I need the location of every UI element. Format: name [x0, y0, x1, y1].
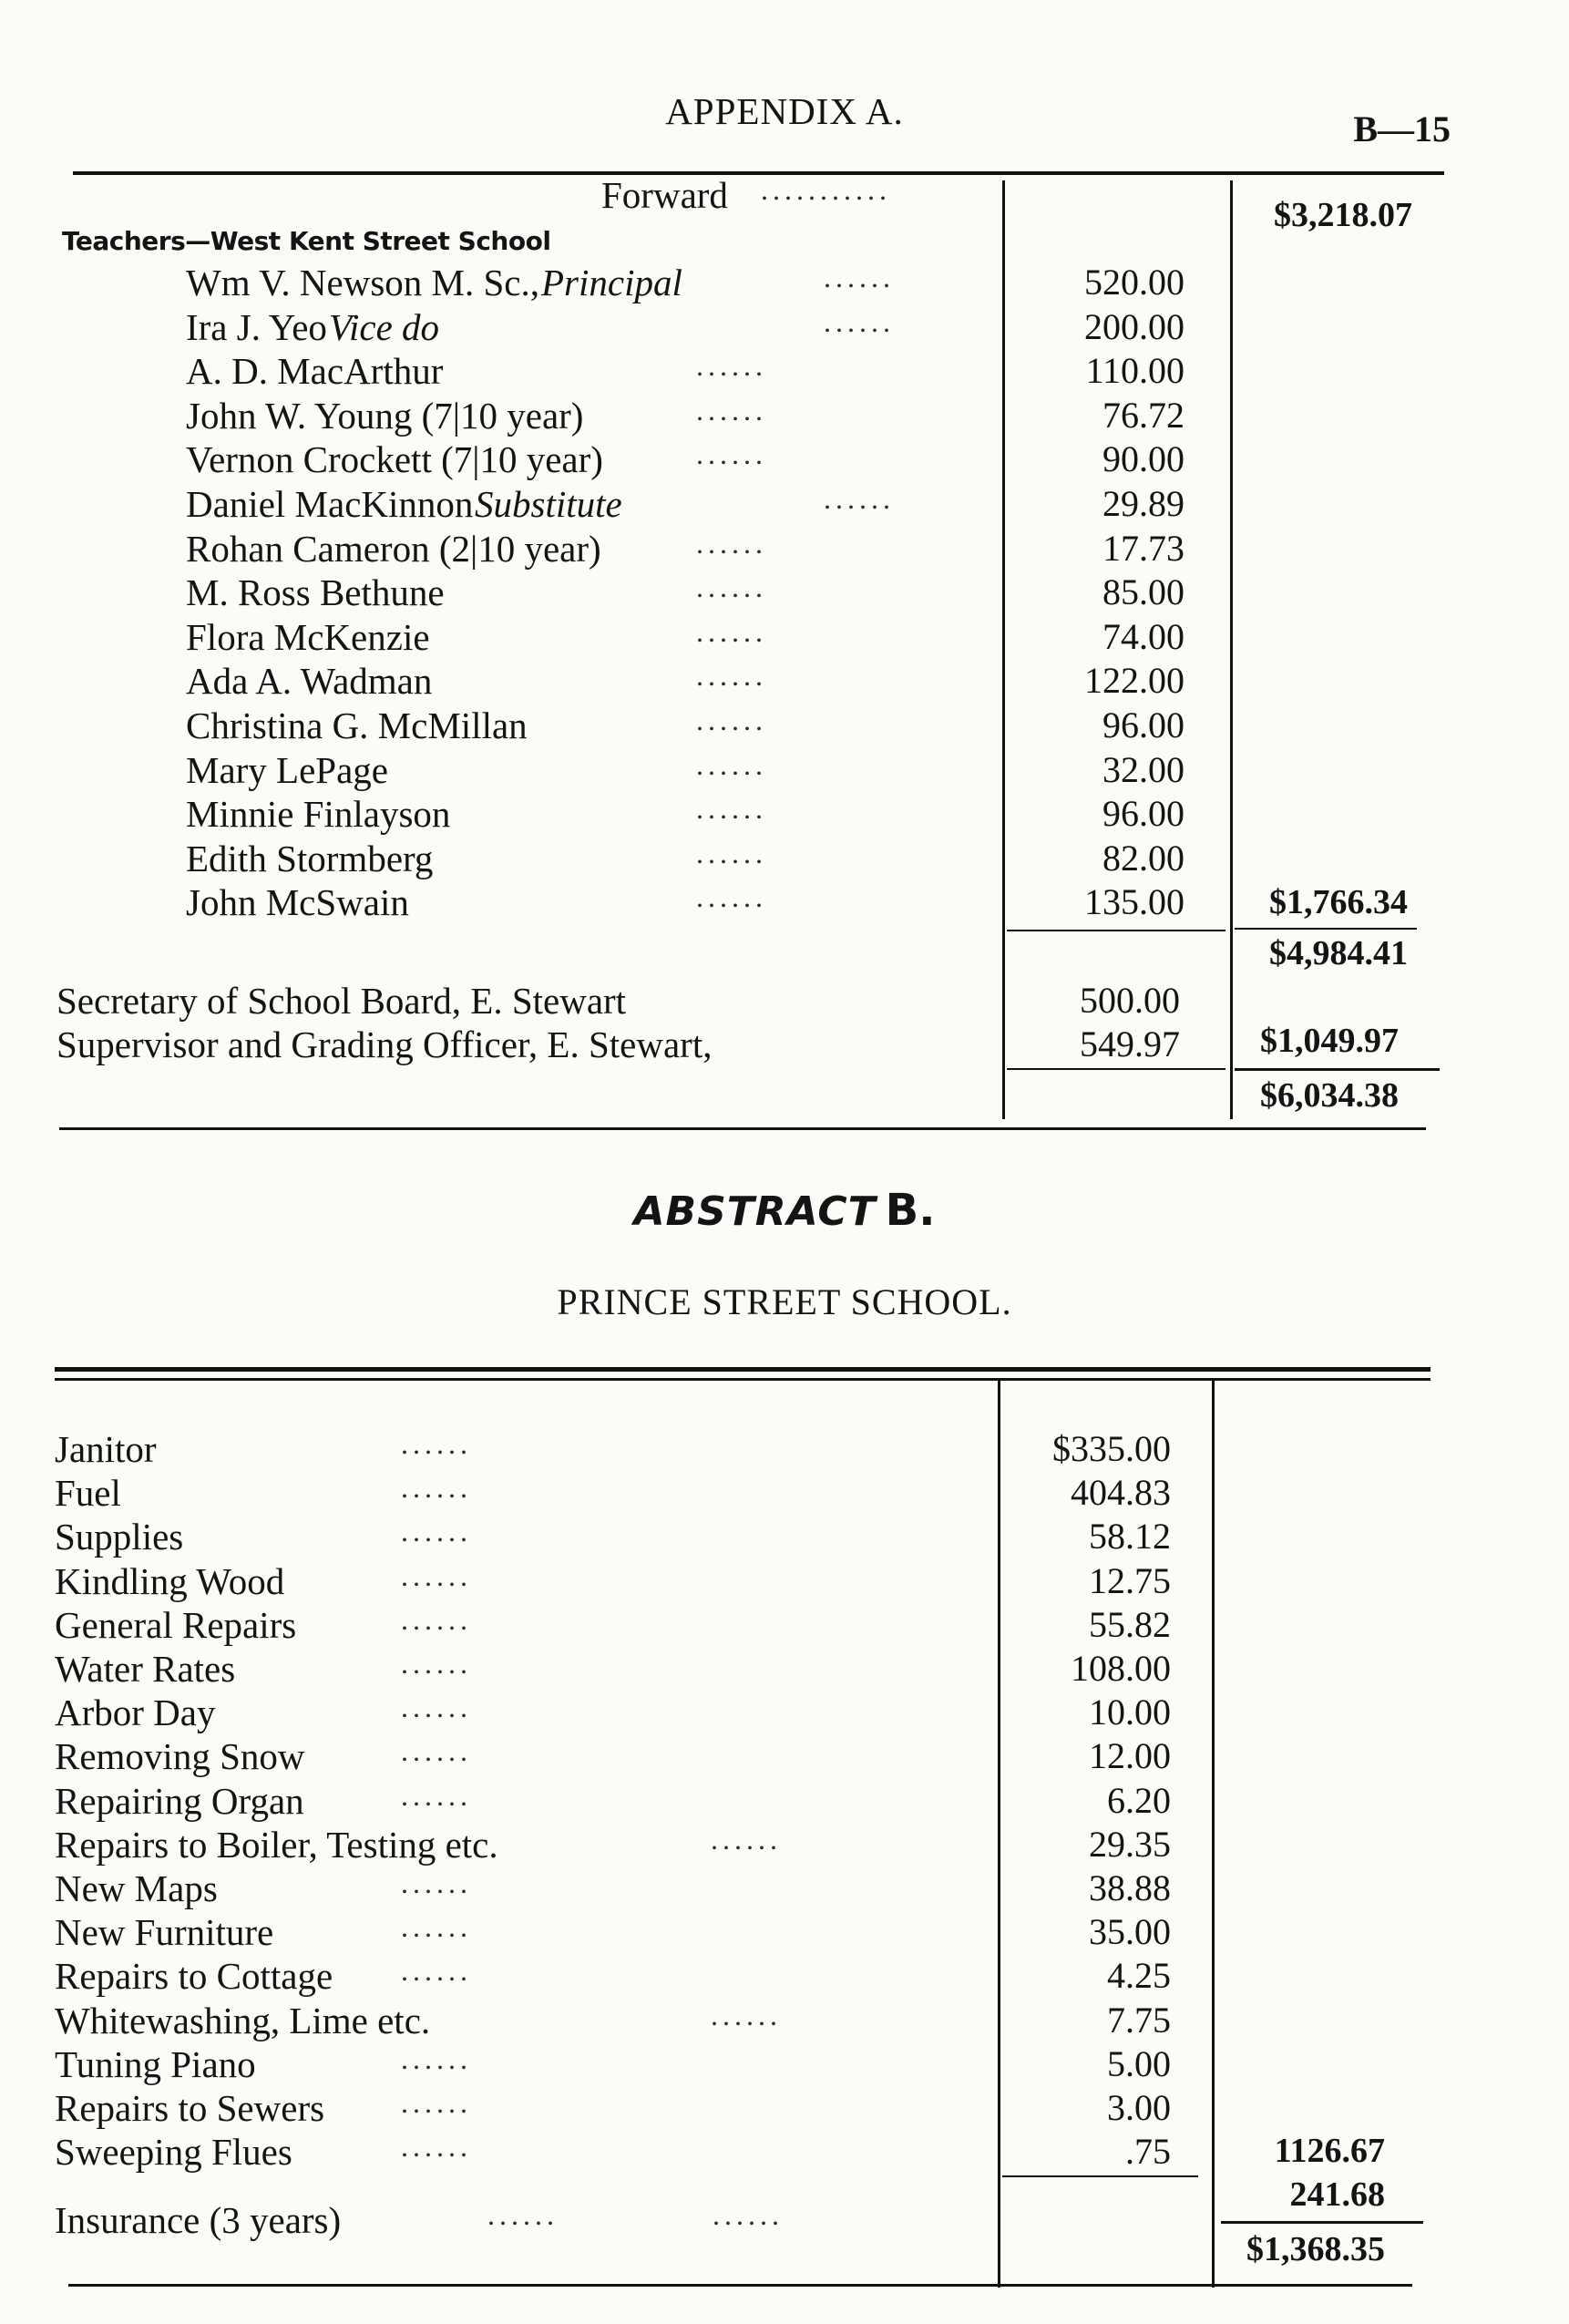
leader-dots: ......	[696, 704, 767, 736]
leader-dots: ......	[401, 1471, 472, 1505]
expense-amount: 404.83	[1071, 1472, 1171, 1514]
table-top-rule-2	[55, 1378, 1431, 1381]
abstract-grand-total-rule	[1221, 2221, 1423, 2224]
leader-dots: ......	[696, 659, 767, 693]
table-top-rule-1	[55, 1367, 1431, 1372]
teacher-amount: 96.00	[1102, 793, 1184, 835]
expense-label: Kindling Wood	[55, 1559, 285, 1602]
expense-amount: 29.35	[1089, 1823, 1171, 1865]
teacher-amount: 85.00	[1102, 571, 1184, 613]
teacher-role: Principal	[541, 262, 682, 303]
teacher-amount: 96.00	[1102, 704, 1184, 746]
running-total: $4,984.41	[1269, 934, 1408, 972]
teacher-row	[186, 437, 988, 481]
teacher-row	[186, 261, 988, 304]
expense-label: Repairing Organ	[55, 1779, 304, 1822]
expense-amount: 35.00	[1089, 1911, 1171, 1953]
teacher-row	[186, 349, 988, 393]
expense-amount: .75	[1125, 2131, 1171, 2173]
expense-amount: 55.82	[1089, 1603, 1171, 1645]
appendix-grand-total: $6,034.38	[1260, 1076, 1399, 1115]
teacher-row	[186, 615, 988, 659]
expense-amount: $335.00	[1052, 1428, 1171, 1469]
teachers-total: $1,766.34	[1269, 883, 1408, 921]
leader-dots: ......	[401, 1910, 472, 1944]
teacher-amount: 520.00	[1084, 262, 1184, 303]
teacher-name: Minnie Finlayson	[186, 793, 451, 836]
officers-rule	[1007, 1068, 1225, 1070]
expense-row	[55, 1823, 984, 1866]
teacher-name: Wm V. Newson M. Sc.,	[186, 262, 539, 303]
leader-dots: ......	[696, 393, 767, 427]
teacher-name: Rohan Cameron (2|10 year)	[186, 527, 601, 570]
teacher-name: Flora McKenzie	[186, 615, 430, 658]
expense-row	[55, 1603, 984, 1647]
teacher-row	[186, 394, 988, 437]
teacher-amount: 29.89	[1102, 483, 1184, 524]
leader-dots: ......	[401, 1691, 472, 1724]
officer-amount: 500.00	[1080, 980, 1180, 1021]
expense-row	[55, 1866, 984, 1910]
expense-row	[55, 1691, 984, 1734]
expense-amount: 10.00	[1089, 1692, 1171, 1733]
teacher-amount: 200.00	[1084, 305, 1184, 347]
teacher-name: John W. Young (7|10 year)	[186, 394, 584, 437]
expense-label: Sweeping Flues	[55, 2131, 292, 2174]
expense-label: Janitor	[55, 1428, 157, 1470]
expense-row	[55, 1559, 984, 1603]
teacher-name: Ira J. Yeo	[186, 305, 327, 348]
items-total: 1126.67	[1274, 2132, 1385, 2170]
column-divider-left	[1002, 180, 1005, 1119]
teacher-amount: 74.00	[1102, 615, 1184, 657]
teacher-amount: 32.00	[1102, 748, 1184, 790]
teacher-amount: 76.72	[1102, 394, 1184, 436]
expense-row	[55, 2086, 984, 2130]
leader-dots: ......	[696, 747, 767, 781]
expense-label: Fuel	[55, 1472, 121, 1515]
leader-dots: ......	[401, 1515, 472, 1548]
leader-dots: ......	[824, 261, 895, 293]
expense-row	[55, 1910, 984, 1954]
teacher-role: Vice do	[329, 305, 440, 348]
insurance-row	[55, 2198, 984, 2242]
teacher-name: Mary LePage	[186, 748, 388, 791]
teacher-name: Ada A. Wadman	[186, 660, 433, 703]
leader-dots: ......	[401, 2086, 472, 2119]
expense-label: New Furniture	[55, 1911, 274, 1954]
abstract-title-letter: B.	[885, 1185, 936, 1236]
leader-dots: ......	[824, 304, 895, 338]
teacher-name: Vernon Crockett (7|10 year)	[186, 438, 603, 481]
leader-dots: ......	[401, 1954, 472, 1988]
teacher-name: Christina G. McMillan	[186, 704, 528, 746]
expense-row	[55, 2042, 984, 2086]
expense-row	[55, 1515, 984, 1558]
leader-dots: ......	[401, 1647, 472, 1680]
leader-dots: ...........	[761, 173, 891, 206]
officer-row	[56, 979, 986, 1023]
expense-label: Repairs to Cottage	[55, 1955, 333, 1998]
expense-amount: 3.00	[1107, 2087, 1171, 2128]
leader-dots: ......	[824, 482, 895, 515]
page-bottom-rule	[68, 2284, 1412, 2287]
leader-dots: ......	[711, 1998, 782, 2031]
expense-amount: 5.00	[1107, 2042, 1171, 2084]
teacher-name: Daniel MacKinnon	[186, 483, 474, 525]
abstract-divider-left	[998, 1381, 1000, 2288]
expense-amount: 58.12	[1089, 1516, 1171, 1558]
running-total-rule	[1235, 928, 1417, 930]
leader-dots: ......	[696, 792, 767, 826]
teacher-name: Edith Stormberg	[186, 837, 434, 879]
leader-dots: ......	[696, 437, 767, 471]
grand-total-rule	[1235, 1068, 1440, 1071]
leader-dots: ...... ......	[487, 2198, 784, 2231]
expense-amount: 4.25	[1107, 1955, 1171, 1997]
teacher-amount: 90.00	[1102, 438, 1184, 480]
expense-label: Repairs to Sewers	[55, 2087, 325, 2129]
expense-label: New Maps	[55, 1867, 218, 1909]
expense-row	[55, 1427, 984, 1471]
leader-dots: ......	[401, 2041, 472, 2075]
teacher-amount: 122.00	[1084, 660, 1184, 702]
expense-label: Supplies	[55, 1516, 184, 1558]
abstract-title	[0, 1183, 1569, 1237]
teacher-row	[186, 837, 988, 880]
expense-amount: 6.20	[1107, 1779, 1171, 1821]
expense-row	[55, 2130, 984, 2174]
leader-dots: ......	[401, 1734, 472, 1768]
officer-amount: 549.97	[1080, 1023, 1180, 1064]
leader-dots: ......	[696, 526, 767, 560]
leader-dots: ......	[696, 614, 767, 648]
teacher-row	[186, 704, 988, 747]
officer-name: Supervisor and Grading Officer, E. Stewart,	[56, 1023, 713, 1065]
leader-dots: ......	[696, 836, 767, 869]
officers-total: $1,049.97	[1260, 1022, 1399, 1060]
abstract-divider-right	[1212, 1381, 1215, 2288]
section-end-rule	[59, 1127, 1426, 1130]
abstract-grand-total: $1,368.35	[1246, 2230, 1385, 2268]
expense-amount: 108.00	[1071, 1648, 1171, 1689]
expense-amount: 38.88	[1089, 1867, 1171, 1908]
expense-row	[55, 1954, 984, 1998]
expense-label: Tuning Piano	[55, 2042, 256, 2085]
forward-label: Forward	[601, 174, 728, 216]
leader-dots: ......	[401, 2130, 472, 2164]
teacher-amount: 110.00	[1085, 350, 1184, 392]
expense-label: Removing Snow	[55, 1735, 305, 1778]
expense-row	[55, 1779, 984, 1823]
teacher-amount: 82.00	[1102, 837, 1184, 879]
school-name: PRINCE STREET SCHOOL.	[557, 1281, 1012, 1322]
page-number: B—15	[1353, 108, 1451, 149]
teacher-row	[186, 527, 988, 571]
teachers-subtotal-rule	[1007, 930, 1225, 931]
teacher-amount: 135.00	[1084, 881, 1184, 923]
officer-row	[56, 1023, 986, 1066]
expense-row	[55, 1647, 984, 1691]
teachers-subheading: Teachers—West Kent Street School	[62, 226, 551, 256]
expense-amount: 12.00	[1089, 1735, 1171, 1777]
teacher-role: Substitute	[475, 483, 622, 525]
expense-label: General Repairs	[55, 1603, 297, 1646]
leader-dots: ......	[711, 1822, 782, 1856]
expense-amount: 7.75	[1107, 1999, 1171, 2041]
teacher-row	[186, 482, 988, 526]
teacher-name: M. Ross Bethune	[186, 571, 445, 614]
teacher-amount: 17.73	[1102, 527, 1184, 569]
teacher-row	[186, 748, 988, 792]
forward-total: $3,218.07	[1274, 196, 1412, 234]
leader-dots: ......	[401, 1602, 472, 1636]
leader-dots: ......	[401, 1427, 472, 1460]
abstract-title-word: ABSTRACT	[633, 1188, 877, 1235]
teacher-name: John McSwain	[186, 881, 409, 924]
leader-dots: ......	[401, 1778, 472, 1812]
expense-amount: 12.75	[1089, 1559, 1171, 1601]
teacher-name: A. D. MacArthur	[186, 350, 444, 393]
expense-label: Repairs to Boiler, Testing etc.	[55, 1823, 498, 1866]
teacher-row	[186, 305, 988, 349]
teacher-row	[186, 571, 988, 614]
items-subtotal-rule	[1002, 2175, 1198, 2177]
insurance-label: Insurance (3 years)	[55, 2199, 342, 2241]
insurance-amount: 241.68	[1289, 2175, 1385, 2214]
leader-dots: ......	[696, 571, 767, 604]
expense-label: Whitewashing, Lime etc.	[55, 1999, 431, 2041]
expense-row	[55, 1999, 984, 2042]
teacher-row	[186, 792, 988, 836]
appendix-title: APPENDIX A.	[665, 90, 904, 132]
leader-dots: ......	[696, 349, 767, 383]
leader-dots: ......	[401, 1866, 472, 1899]
expense-label: Arbor Day	[55, 1692, 216, 1734]
teacher-row	[186, 659, 988, 703]
leader-dots: ......	[696, 880, 767, 914]
leader-dots: ......	[401, 1558, 472, 1592]
expense-row	[55, 1734, 984, 1778]
expense-row	[55, 1471, 984, 1515]
officer-name: Secretary of School Board, E. Stewart	[56, 980, 627, 1022]
column-divider-right	[1230, 180, 1233, 1119]
expense-label: Water Rates	[55, 1648, 236, 1690]
teacher-row	[186, 880, 988, 924]
